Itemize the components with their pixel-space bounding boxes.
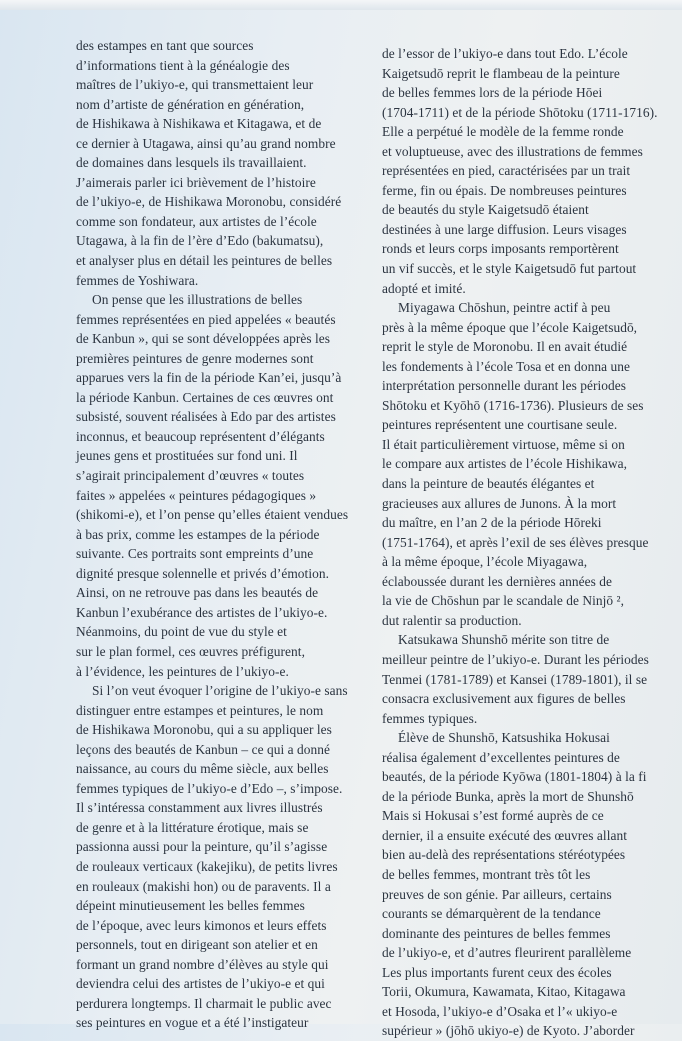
left-text-column: [76, 36, 368, 1033]
text-line: s’agirait principalement d’œuvres « toutes: [76, 468, 305, 484]
text-line: naissance, au cours du même siècle, aux belles: [76, 761, 329, 777]
text-line: de l’ukiyo-e, de Hishikawa Moronobu, considéré: [76, 194, 342, 210]
text-line: Shōtoku et Kyōhō (1716-1736). Plusieurs de ses: [382, 397, 644, 413]
text-line: Si l’on veut évoquer l’origine de l’ukiyo-e sans: [92, 683, 348, 699]
text-line: Torii, Okumura, Kawamata, Kitao, Kitagawa: [382, 984, 626, 1000]
right-text-column: [382, 44, 682, 1041]
text-line: Ainsi, on ne retrouve pas dans les beautés de: [76, 585, 319, 601]
text-line: de Hishikawa à Nishikawa et Kitagawa, et de: [76, 116, 322, 132]
text-line: consacra exclusivement aux figures de belles: [382, 691, 626, 707]
text-line: comme son fondateur, aux artistes de l’école: [76, 213, 317, 229]
text-line: Mais si Hokusai s’est formé auprès de ce: [382, 808, 604, 824]
left-paragraph: [76, 681, 368, 1033]
text-line: à l’évidence, les peintures de l’ukiyo-e.: [76, 663, 289, 679]
text-line: Katsukawa Shunshō mérite son titre de: [398, 632, 610, 648]
text-line: du maître, en l’an 2 de la période Hōreki: [382, 515, 602, 531]
text-line: de domaines dans lesquels ils travaillaient.: [76, 155, 307, 171]
text-line: perdurera longtemps. Il charmait le public avec: [76, 995, 332, 1011]
text-line: représentées en pied, caractérisées par un trait: [382, 163, 631, 179]
text-line: de Hishikawa Moronobu, qui a su appliquer les: [76, 722, 332, 738]
text-line: près à la même époque que l’école Kaigetsudō,: [382, 319, 638, 335]
text-line: dominante des peintures de belles femmes: [382, 925, 611, 941]
text-line: passionna aussi pour la peinture, qu’il s’agisse: [76, 839, 328, 855]
right-paragraph: [382, 298, 682, 630]
text-line: premières peintures de genre modernes sont: [76, 350, 314, 366]
text-line: et voluptueuse, avec des illustrations de femmes: [382, 143, 643, 159]
text-line: la vie de Chōshun par le scandale de Ninjō ²,: [382, 593, 625, 609]
text-line: gracieuses aux allures de Junons. À la mort: [382, 495, 617, 511]
text-line: On pense que les illustrations de belles: [92, 292, 303, 308]
text-line: de belles femmes lors de la période Hōei: [382, 85, 603, 101]
text-line: peintures représentent une courtisane seule.: [382, 417, 618, 433]
text-line: jeunes gens et prostituées sur fond uni. Il: [76, 448, 298, 464]
text-line: ce dernier à Utagawa, ainsi qu’au grand nombre: [76, 135, 336, 151]
text-line: nom d’artiste de génération en génération,: [76, 96, 305, 112]
text-line: le compare aux artistes de l’école Hishikawa,: [382, 456, 628, 472]
text-line: de rouleaux verticaux (kakejiku), de petits livres: [76, 858, 338, 874]
text-line: de la période Bunka, après la mort de Shunshō: [382, 788, 634, 804]
text-line: femmes typiques.: [382, 710, 478, 726]
text-line: les fondements à l’école Tosa et en donna une: [382, 358, 630, 374]
text-line: supérieur » (jōhō ukiyo-e) de Kyoto. J’aborder: [382, 1023, 635, 1039]
text-line: à bas prix, comme les estampes de la période: [76, 526, 320, 542]
text-line: leçons des beautés de Kanbun – ce qui a donné: [76, 741, 330, 757]
text-line: preuves de son génie. Par ailleurs, certains: [382, 886, 612, 902]
text-line: de belles femmes, montrant très tôt les: [382, 866, 591, 882]
text-line: Kanbun l’exubérance des artistes de l’ukiyo-e.: [76, 604, 328, 620]
text-line: personnels, tout en dirigeant son atelier et en: [76, 937, 318, 953]
text-line: subsisté, souvent réalisées à Edo par des artistes: [76, 409, 336, 425]
text-line: Élève de Shunshō, Katsushika Hokusai: [398, 730, 610, 746]
left-paragraph: [76, 36, 368, 290]
text-line: dignité presque solennelle et privés d’émotion.: [76, 565, 329, 581]
text-line: à la même époque, l’école Miyagawa,: [382, 554, 588, 570]
right-paragraph: [382, 728, 682, 1041]
text-line: la période Kanbun. Certaines de ces œuvres ont: [76, 389, 334, 405]
text-line: de Kanbun », qui se sont développées après les: [76, 331, 331, 347]
text-line: (1751-1764), et après l’exil de ses élèves presque: [382, 534, 649, 550]
text-line: dans la peinture de beautés élégantes et: [382, 476, 595, 492]
text-line: des estampes en tant que sources: [76, 38, 254, 53]
text-line: Il s’intéressa constamment aux livres illustrés: [76, 800, 323, 816]
text-line: beautés, de la période Kyōwa (1801-1804) à la fi: [382, 769, 647, 785]
text-line: éclaboussée durant les dernières années de: [382, 573, 613, 589]
text-line: formant un grand nombre d’élèves au style qui: [76, 956, 329, 972]
text-line: femmes typiques de l’ukiyo-e d’Edo –, s’impose.: [76, 780, 343, 796]
text-line: meilleur peintre de l’ukiyo-e. Durant les périodes: [382, 651, 649, 667]
text-line: Miyagawa Chōshun, peintre actif à peu: [398, 300, 611, 316]
text-line: courants se démarquèrent de la tendance: [382, 906, 601, 922]
text-line: deviendra celui des artistes de l’ukiyo-e et qui: [76, 976, 325, 992]
text-line: adopté et imité.: [382, 280, 466, 296]
text-line: de l’ukiyo-e, et d’autres fleurirent parallèleme: [382, 945, 632, 961]
text-line: ronds et leurs corps imposants remportèrent: [382, 241, 619, 257]
text-line: faites » appelées « peintures pédagogiques »: [76, 487, 317, 503]
text-line: suivante. Ces portraits sont empreints d’une: [76, 546, 314, 562]
left-paragraph: [76, 290, 368, 681]
text-line: bien au-delà des représentations stéréotypées: [382, 847, 626, 863]
text-line: femmes de Yoshiwara.: [76, 272, 199, 288]
text-line: dut ralentir sa production.: [382, 612, 522, 628]
text-line: Utagawa, à la fin de l’ère d’Edo (bakumatsu),: [76, 233, 324, 249]
text-line: dernier, il a ensuite exécuté des œuvres allant: [382, 827, 627, 843]
text-line: sur le plan formel, ces œuvres préfigurent,: [76, 643, 305, 659]
text-line: de l’époque, avec leurs kimonos et leurs effets: [76, 917, 327, 933]
text-line: distinguer entre estampes et peintures, le nom: [76, 702, 324, 718]
text-line: et analyser plus en détail les peintures de belles: [76, 253, 333, 269]
text-line: Les plus importants furent ceux des écoles: [382, 964, 612, 980]
text-line: en rouleaux (makishi hon) ou de paravents. Il a: [76, 878, 331, 894]
text-line: ses peintures en vogue et a été l’instigateur: [76, 1015, 309, 1031]
text-line: Elle a perpétué le modèle de la femme ronde: [382, 124, 624, 140]
text-line: d’informations tient à la généalogie des: [76, 57, 290, 73]
page-top-edge: [0, 0, 682, 10]
text-line: J’aimerais parler ici brièvement de l’histoire: [76, 174, 316, 190]
text-line: de beautés du style Kaigetsudō étaient: [382, 202, 589, 218]
text-line: (1704-1711) et de la période Shōtoku (1711-1716).: [382, 104, 658, 120]
text-line: (shikomi-e), et l’on pense qu’elles étaient vendues: [76, 507, 349, 523]
text-line: un vif succès, et le style Kaigetsudō fut partout: [382, 261, 637, 277]
text-line: femmes représentées en pied appelées « beautés: [76, 311, 336, 327]
text-line: interprétation personnelle durant les périodes: [382, 378, 626, 394]
text-line: réalisa également d’excellentes peintures de: [382, 749, 620, 765]
text-line: Tenmei (1781-1789) et Kansei (1789-1801), il se: [382, 671, 648, 687]
text-line: apparues vers la fin de la période Kan’ei, jusqu’à: [76, 370, 342, 386]
right-paragraph: [382, 44, 682, 298]
text-line: destinées à une large diffusion. Leurs visages: [382, 221, 627, 237]
text-line: dépeint minutieusement les belles femmes: [76, 898, 305, 914]
text-line: et Hosoda, l’ukiyo-e d’Osaka et l’« ukiyo-e: [382, 1003, 618, 1019]
text-line: inconnus, et beaucoup représentent d’élégants: [76, 428, 325, 444]
right-paragraph: [382, 630, 682, 728]
text-line: reprit le style de Moronobu. Il en avait étudié: [382, 339, 628, 355]
text-line: ferme, fin ou épais. De nombreuses peintures: [382, 182, 627, 198]
text-line: Il était particulièrement virtuose, même si on: [382, 436, 625, 452]
text-line: maîtres de l’ukiyo-e, qui transmettaient leur: [76, 77, 314, 93]
text-line: de genre et à la littérature érotique, mais se: [76, 819, 309, 835]
text-line: Néanmoins, du point de vue du style et: [76, 624, 287, 640]
text-line: de l’essor de l’ukiyo-e dans tout Edo. L’école: [382, 46, 628, 61]
text-line: Kaigetsudō reprit le flambeau de la peinture: [382, 65, 620, 81]
